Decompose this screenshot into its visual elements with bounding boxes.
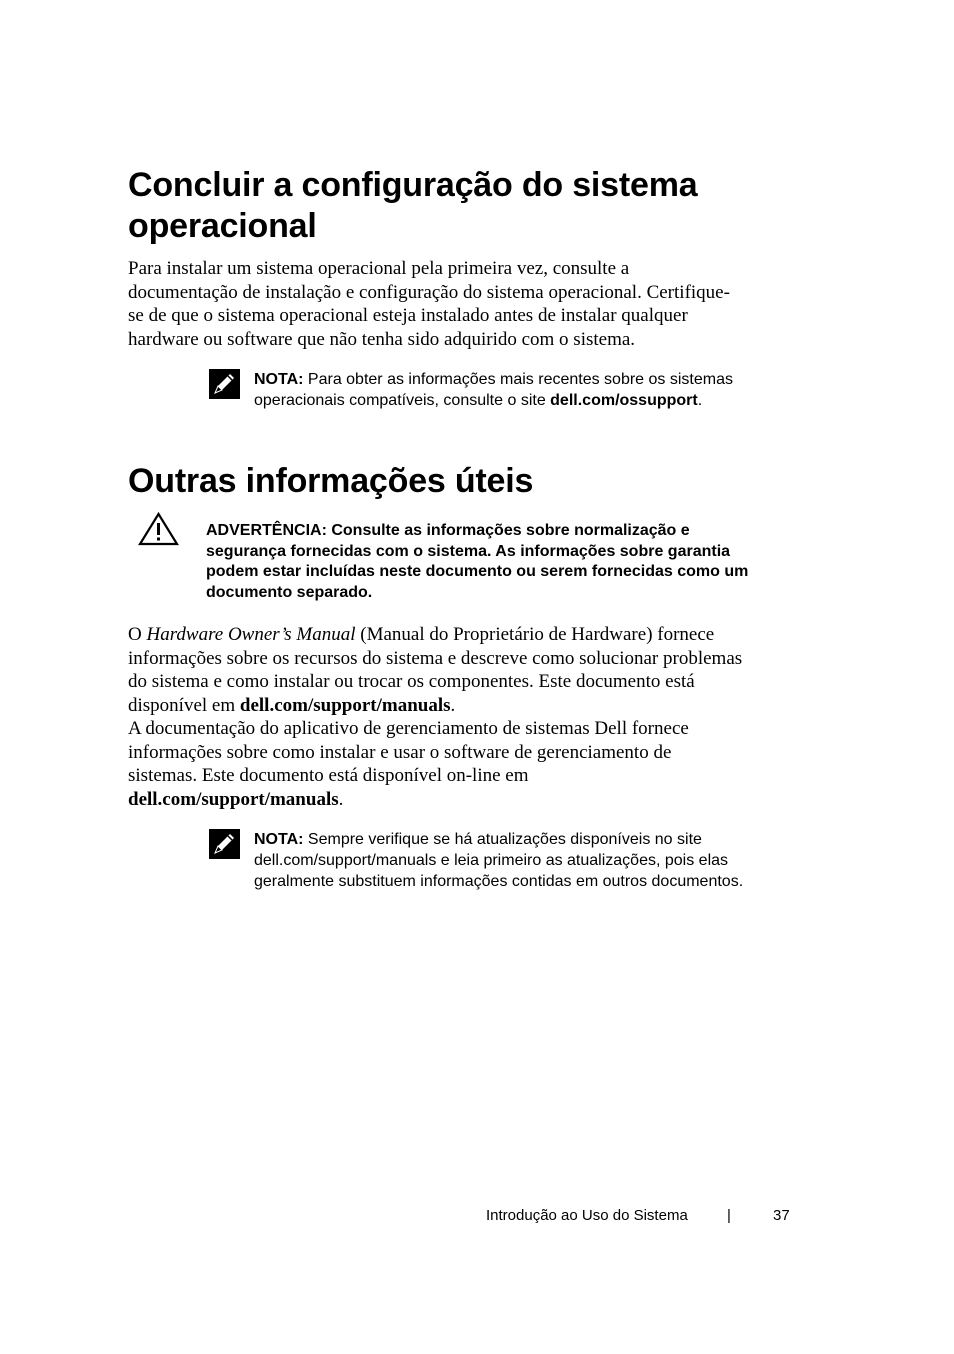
note-line (254, 369, 733, 390)
paragraph-line: sistemas. Este documento está disponível on-line em (128, 765, 529, 786)
paragraph-text: O (128, 624, 147, 645)
paragraph-line: Para instalar um sistema operacional pela primeira vez, consulte a (128, 258, 630, 279)
paragraph-line (128, 694, 742, 718)
page-number: 37 (773, 1207, 790, 1224)
note-text: operacionais compatíveis, consulte o site (254, 392, 551, 409)
footer-separator: | (727, 1207, 731, 1224)
hardware-manual-paragraph (128, 623, 742, 717)
paragraph-line (128, 788, 689, 812)
paragraph-line: informações sobre como instalar e usar o software de gerenciamento de (128, 741, 672, 763)
note-text: Para obter as informações mais recentes sobre os sistemas (303, 371, 733, 388)
footer-title: Introdução ao Uso do Sistema (486, 1207, 688, 1224)
paragraph-line: se de que o sistema operacional esteja instalado antes de instalar qualquer (128, 305, 688, 326)
heading-line: operacional (128, 207, 317, 245)
paragraph-line: documentação de instalação e configuração do sistema operacional. Certifique- (128, 281, 730, 303)
paragraph-text: . (450, 694, 456, 716)
paragraph-line: hardware ou software que não tenha sido adquirido com o sistema. (128, 328, 636, 350)
paragraph-text: . (338, 788, 344, 810)
section-heading-outras-informacoes: Outras informações úteis (128, 462, 534, 500)
note-pencil-icon (209, 829, 240, 859)
note-line: geralmente substituem informações contidas em outros documentos. (254, 873, 744, 890)
note-text: Sempre verifique se há atualizações disponíveis no site (303, 831, 702, 848)
section-heading-configuracao (128, 165, 697, 247)
warning-text (206, 521, 748, 603)
note-line (254, 829, 743, 850)
note-text: . (697, 392, 703, 409)
warning-line: segurança fornecidas com o sistema. As informações sobre garantia (206, 542, 731, 560)
paragraph-line: do sistema e como instalar ou trocar os componentes. Este documento está (128, 671, 695, 692)
ossupport-link[interactable]: dell.com/ossupport (550, 392, 698, 409)
note-line (254, 390, 733, 411)
warning-triangle-icon (137, 511, 180, 547)
management-software-paragraph (128, 717, 689, 811)
manual-title: Hardware Owner’s Manual (146, 624, 356, 645)
paragraph-line: informações sobre os recursos do sistema e descreve como solucionar problemas (128, 647, 743, 669)
warning-line: ADVERTÊNCIA: Consulte as informações sobre normalização e (206, 522, 690, 539)
paragraph-line: A documentação do aplicativo de gerenciamento de sistemas Dell fornece (128, 718, 689, 739)
manuals-link[interactable]: dell.com/support/manuals (128, 788, 339, 810)
note-ossupport (254, 369, 733, 411)
heading-line: Concluir a configuração do sistema (128, 166, 698, 204)
warning-line: documento separado. (206, 583, 373, 601)
note-updates (254, 829, 743, 892)
intro-paragraph (128, 257, 730, 351)
note-label: NOTA: (254, 831, 304, 848)
paragraph-text: (Manual do Proprietário de Hardware) fornece (355, 624, 715, 645)
manuals-link[interactable]: dell.com/support/manuals (239, 694, 451, 716)
warning-line: podem estar incluídas neste documento ou serem fornecidas como um (206, 563, 749, 580)
note-pencil-icon (209, 369, 240, 399)
paragraph-text: disponível em (128, 694, 240, 716)
paragraph-line (128, 623, 742, 647)
note-label: NOTA: (254, 371, 304, 388)
note-line: dell.com/support/manuals e leia primeiro as atualizações, pois elas (254, 852, 729, 869)
